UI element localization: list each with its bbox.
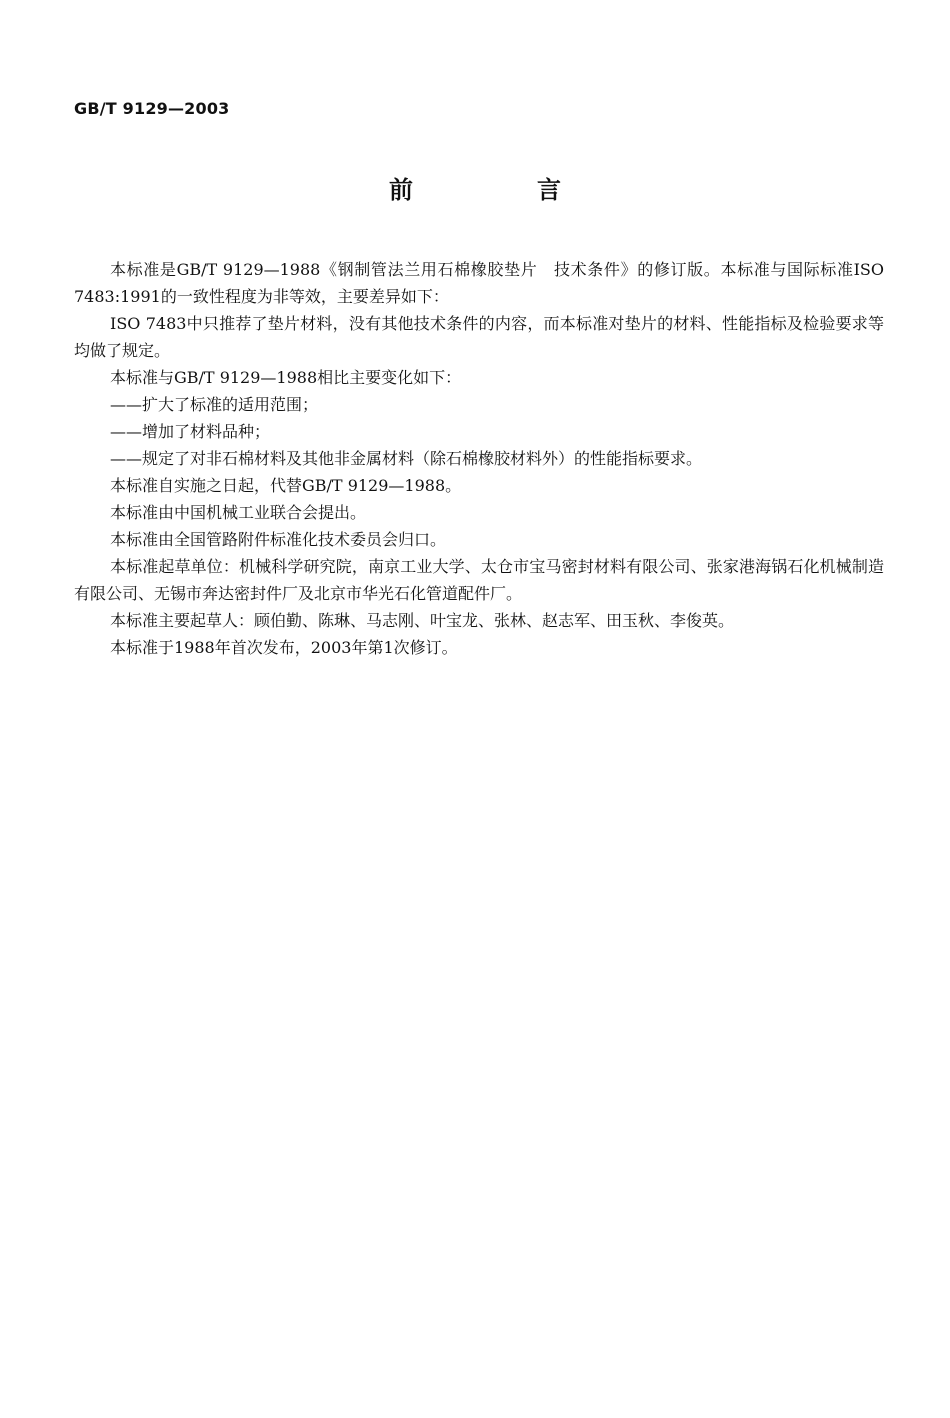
paragraph-drafters: 本标准主要起草人：顾伯勤、陈琳、马志刚、叶宝龙、张林、赵志军、田玉秋、李俊英。 xyxy=(110,611,735,630)
page-title: 前 言 xyxy=(389,176,611,204)
paragraph-revision-info: 本标准是GB/T 9129—1988《钢制管法兰用石棉橡胶垫片 技术条件》的修订版。本标准与国际标准ISO 7483:1991的一致性程度为非等效，主要差异如下： xyxy=(74,260,884,306)
paragraph-proposed-by: 本标准由中国机械工业联合会提出。 xyxy=(110,503,367,522)
paragraph-change-scope: ——扩大了标准的适用范围； xyxy=(110,395,319,414)
paragraph-change-materials: ——增加了材料品种； xyxy=(110,422,271,441)
foreword-body xyxy=(74,256,884,661)
paragraph-drafting-units: 本标准起草单位：机械科学研究院，南京工业大学、太仓市宝马密封材料有限公司、张家港海锅石化机械制造有限公司、无锡市奔达密封件厂及北京市华光石化管道配件厂。 xyxy=(74,557,884,603)
paragraph-changes-intro: 本标准与GB/T 9129—1988相比主要变化如下： xyxy=(110,368,462,387)
paragraph-change-requirements: ——规定了对非石棉材料及其他非金属材料（除石棉橡胶材料外）的性能指标要求。 xyxy=(110,449,703,468)
paragraph-centralized-by: 本标准由全国管路附件标准化技术委员会归口。 xyxy=(110,530,447,549)
paragraph-iso-difference: ISO 7483中只推荐了垫片材料，没有其他技术条件的内容，而本标准对垫片的材料、性能指标及检验要求等均做了规定。 xyxy=(74,314,884,360)
standard-code-header: GB/T 9129—2003 xyxy=(74,99,230,118)
paragraph-replacement: 本标准自实施之日起，代替GB/T 9129—1988。 xyxy=(110,476,462,495)
paragraph-publication-history: 本标准于1988年首次发布，2003年第1次修订。 xyxy=(110,638,458,657)
